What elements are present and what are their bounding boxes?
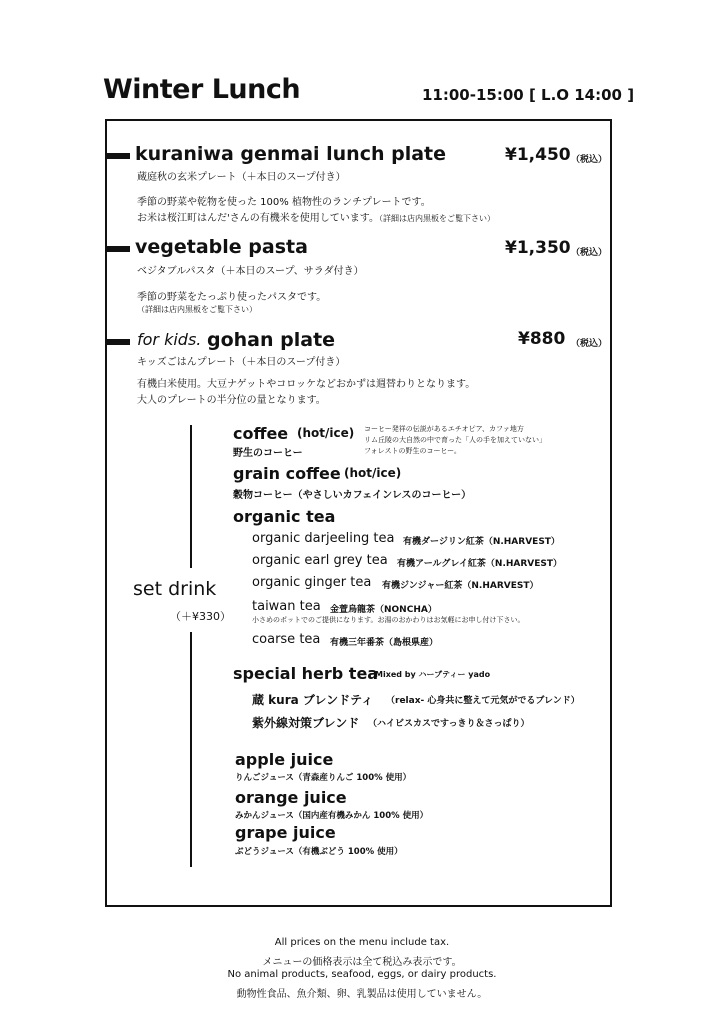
plate-description: 季節の野菜や乾物を使った 100% 植物性のランチプレートです。 (137, 197, 431, 208)
tea-name: organic earl grey tea (252, 553, 388, 568)
bullet-bar-icon (105, 246, 130, 252)
drink-jp: 穀物コーヒー（やさしいカフェインレスのコーヒー） (233, 490, 472, 501)
footer-vegan-note: No animal products, seafood, eggs, or dairy products. (227, 969, 497, 980)
tax-label: （税込） (571, 339, 608, 349)
plate-jp-name: ベジタブルパスタ（＋本日のスープ、サラダ付き） (137, 266, 364, 277)
plate-price: ¥1,350 (505, 238, 571, 258)
plate-name: gohan plate (207, 329, 336, 351)
page-title: Winter Lunch (103, 74, 301, 105)
plate-price: ¥1,450 (505, 145, 571, 165)
plate-price: ¥880 (518, 329, 566, 349)
drink-variant: (hot/ice) (297, 426, 355, 440)
tea-jp: 金萱烏龍茶（NONCHA） (330, 605, 437, 615)
plate-jp-name: 蔵庭秋の玄米プレート（＋本日のスープ付き） (137, 172, 346, 183)
plate-jp-name: キッズごはんプレート（＋本日のスープ付き） (137, 357, 346, 368)
drink-jp: 野生のコーヒー (233, 448, 303, 459)
herb-jp: （ハイビスカスですっきり＆さっぱり） (368, 719, 530, 729)
tax-label: （税込） (571, 155, 608, 165)
drink-note: フォレストの野生のコーヒー。 (364, 447, 461, 455)
drink-name: grain coffee (233, 464, 341, 483)
tea-name: coarse tea (252, 632, 321, 647)
juice-name: apple juice (235, 750, 334, 769)
plate-description: 有機白米使用。大豆ナゲットやコロッケなどおかずは週替わりとなります。 (137, 379, 476, 390)
drink-note: コーヒー発祥の伝説があるエチオピア、カファ地方 (364, 425, 524, 433)
tea-name: organic ginger tea (252, 575, 372, 590)
plate-name: kuraniwa genmai lunch plate (135, 143, 447, 165)
tea-jp: 有機アールグレイ紅茶（N.HARVEST） (397, 559, 563, 569)
plate-description: 季節の野菜をたっぷり使ったパスタです。 (137, 292, 327, 303)
herb-name: 紫外線対策ブレンド (252, 716, 360, 730)
herb-mixed-by: Mixed by ハーブティー yado (375, 670, 491, 679)
plate-description: お米は桜江町はんだ'さんの有機米を使用しています。（詳細は店内黒板をご覧下さい） (137, 213, 495, 224)
tea-jp: 有機ジンジャー紅茶（N.HARVEST） (382, 581, 539, 591)
tea-name: organic darjeeling tea (252, 531, 395, 546)
juice-name: grape juice (235, 823, 336, 842)
plate-name: vegetable pasta (135, 236, 308, 258)
divider-line (190, 632, 192, 867)
drink-note: リム丘陵の大自然の中で育った「人の手を加えていない」 (364, 436, 546, 444)
opening-hours: 11:00-15:00 [ L.O 14:00 ] (422, 86, 635, 104)
herb-name: 蔵 kura ブレンドティ (252, 693, 374, 707)
juice-name: orange juice (235, 788, 347, 807)
drink-variant: (hot/ice) (344, 466, 402, 480)
herb-jp: （relax- 心身共に整えて元気がでるブレンド） (386, 696, 580, 706)
tea-jp: 有機三年番茶（島根県産） (330, 638, 439, 648)
tax-label: （税込） (571, 248, 608, 258)
footer-tax-note-jp: メニューの価格表示は全て税込み表示です。 (262, 957, 462, 968)
drink-name: organic tea (233, 507, 336, 526)
bullet-bar-icon (105, 153, 130, 159)
plate-description: 大人のプレートの半分位の量となります。 (137, 395, 326, 406)
kids-prefix: for kids. (137, 330, 202, 349)
drink-name: coffee (233, 424, 289, 443)
bullet-bar-icon (105, 339, 130, 345)
juice-jp: りんごジュース（青森産りんご 100% 使用） (235, 773, 412, 783)
tea-note: 小さめのポットでのご提供になります。お湯のおかわりはお気軽にお申し付け下さい。 (252, 616, 525, 624)
tea-jp: 有機ダージリン紅茶（N.HARVEST） (403, 537, 560, 547)
juice-jp: みかんジュース（国内産有機みかん 100% 使用） (235, 811, 429, 821)
divider-line (190, 425, 192, 568)
tea-name: taiwan tea (252, 599, 321, 614)
footer-tax-note: All prices on the menu include tax. (274, 937, 450, 948)
footer-vegan-note-jp: 動物性食品、魚介類、卵、乳製品は使用していません。 (236, 989, 488, 1000)
set-drink-price: （＋¥330） (170, 610, 231, 623)
set-drink-label: set drink (133, 578, 217, 600)
plate-note: （詳細は店内黒板をご覧下さい） (137, 305, 257, 314)
juice-jp: ぶどうジュース（有機ぶどう 100% 使用） (235, 847, 403, 857)
drink-name: special herb tea (233, 664, 379, 683)
